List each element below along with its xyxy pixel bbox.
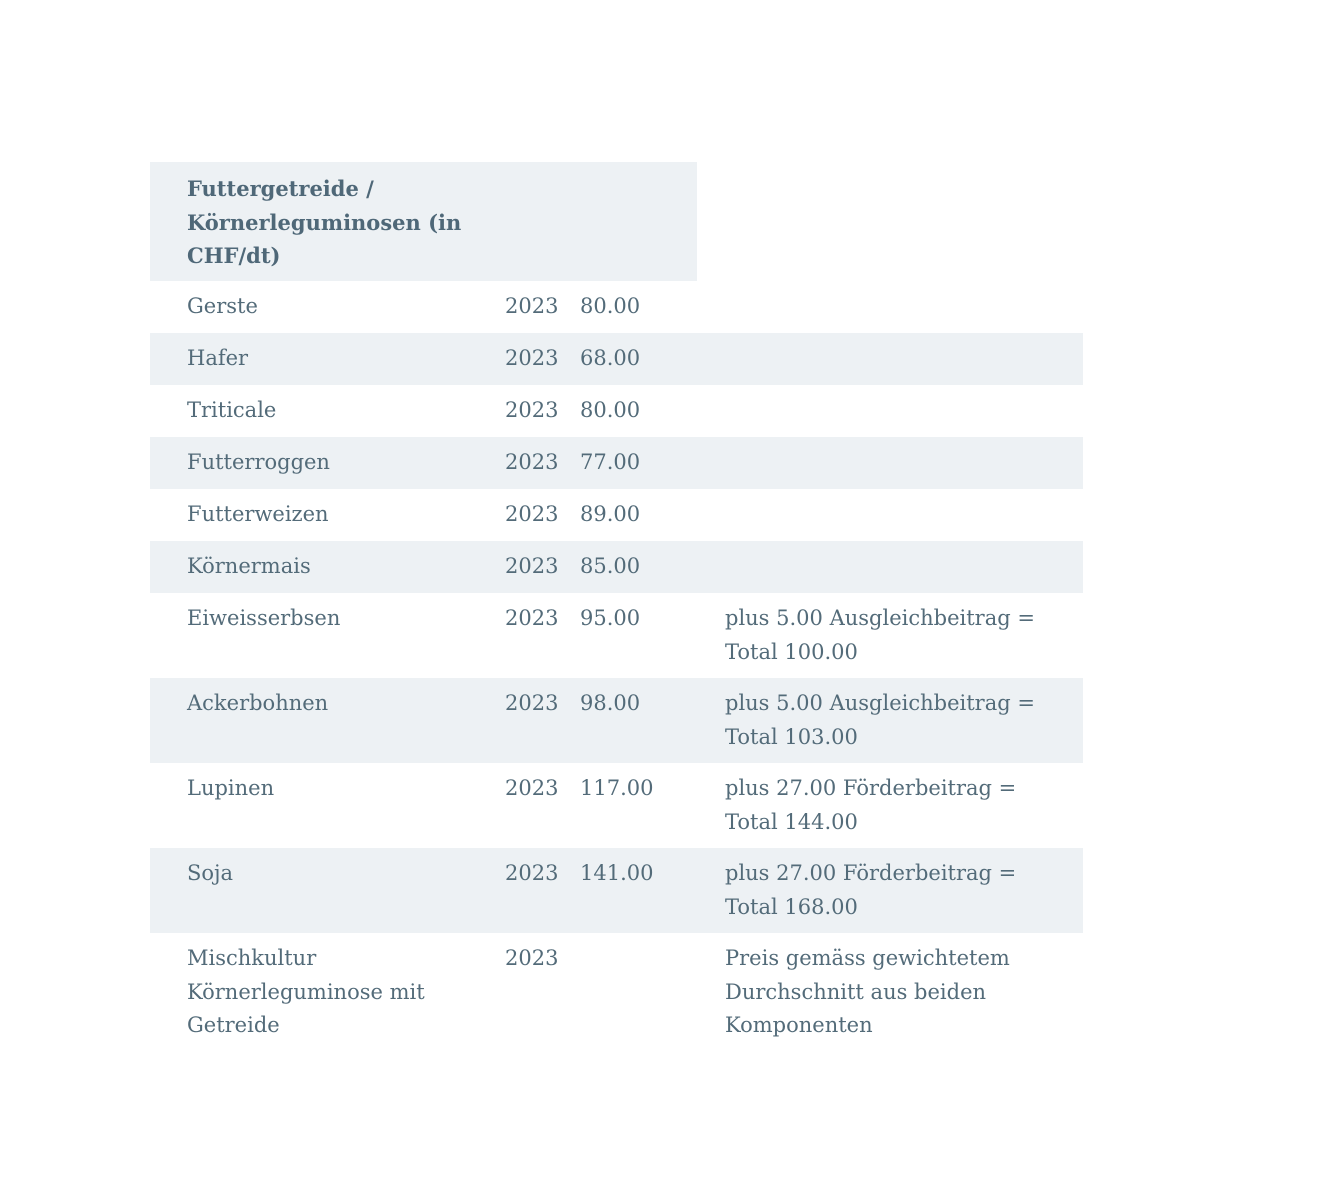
table-row-hafer bbox=[150, 333, 1083, 385]
price-table bbox=[150, 162, 1083, 1051]
crop-name: Hafer bbox=[187, 346, 249, 370]
crop-name: Soja bbox=[187, 861, 234, 885]
crop-price: 80.00 bbox=[580, 294, 641, 318]
crop-price: 80.00 bbox=[580, 398, 641, 422]
crop-year: 2023 bbox=[505, 554, 559, 578]
table-row-soja bbox=[150, 848, 1083, 933]
table-header-cell bbox=[150, 162, 697, 281]
crop-year: 2023 bbox=[505, 502, 559, 526]
crop-name: Futterroggen bbox=[187, 450, 330, 474]
crop-note: plus 27.00 Förderbeitrag = Total 144.00 bbox=[725, 776, 1017, 834]
crop-name: Eiweisserbsen bbox=[187, 606, 341, 630]
crop-year: 2023 bbox=[505, 450, 559, 474]
crop-name: Mischkultur Körnerleguminose mit Getreide bbox=[187, 946, 425, 1037]
crop-name: Körnermais bbox=[187, 554, 311, 578]
crop-name: Gerste bbox=[187, 294, 258, 318]
table-header-row bbox=[150, 162, 1083, 281]
crop-price: 141.00 bbox=[580, 861, 654, 885]
table-row-mischkultur bbox=[150, 933, 1083, 1051]
table-row-eiweisserbsen bbox=[150, 593, 1083, 678]
table-row-koernermais bbox=[150, 541, 1083, 593]
table-row-futterweizen bbox=[150, 489, 1083, 541]
table-header-title: Futtergetreide / Körnerleguminosen (in CHF/dt) bbox=[187, 176, 462, 268]
crop-price: 77.00 bbox=[580, 450, 641, 474]
crop-year: 2023 bbox=[505, 606, 559, 630]
crop-year: 2023 bbox=[505, 861, 559, 885]
crop-name: Lupinen bbox=[187, 776, 275, 800]
table-row-gerste bbox=[150, 281, 1083, 333]
crop-note: Preis gemäss gewichtetem Durchschnitt aus beiden Komponenten bbox=[725, 946, 1010, 1037]
crop-note: plus 5.00 Ausgleichbeitrag = Total 100.00 bbox=[725, 606, 1035, 664]
crop-price: 95.00 bbox=[580, 606, 641, 630]
table-row-triticale bbox=[150, 385, 1083, 437]
crop-year: 2023 bbox=[505, 946, 559, 970]
crop-note: plus 27.00 Förderbeitrag = Total 168.00 bbox=[725, 861, 1017, 919]
crop-price: 85.00 bbox=[580, 554, 641, 578]
table-row-lupinen bbox=[150, 763, 1083, 848]
table-row-ackerbohnen bbox=[150, 678, 1083, 763]
crop-name: Futterweizen bbox=[187, 502, 329, 526]
crop-year: 2023 bbox=[505, 346, 559, 370]
table-row-futterroggen bbox=[150, 437, 1083, 489]
crop-year: 2023 bbox=[505, 691, 559, 715]
crop-year: 2023 bbox=[505, 776, 559, 800]
crop-year: 2023 bbox=[505, 294, 559, 318]
crop-name: Ackerbohnen bbox=[187, 691, 329, 715]
crop-name: Triticale bbox=[187, 398, 277, 422]
crop-price: 98.00 bbox=[580, 691, 641, 715]
crop-year: 2023 bbox=[505, 398, 559, 422]
crop-price: 68.00 bbox=[580, 346, 641, 370]
crop-note: plus 5.00 Ausgleichbeitrag = Total 103.00 bbox=[725, 691, 1035, 749]
crop-price: 89.00 bbox=[580, 502, 641, 526]
crop-price: 117.00 bbox=[580, 776, 654, 800]
